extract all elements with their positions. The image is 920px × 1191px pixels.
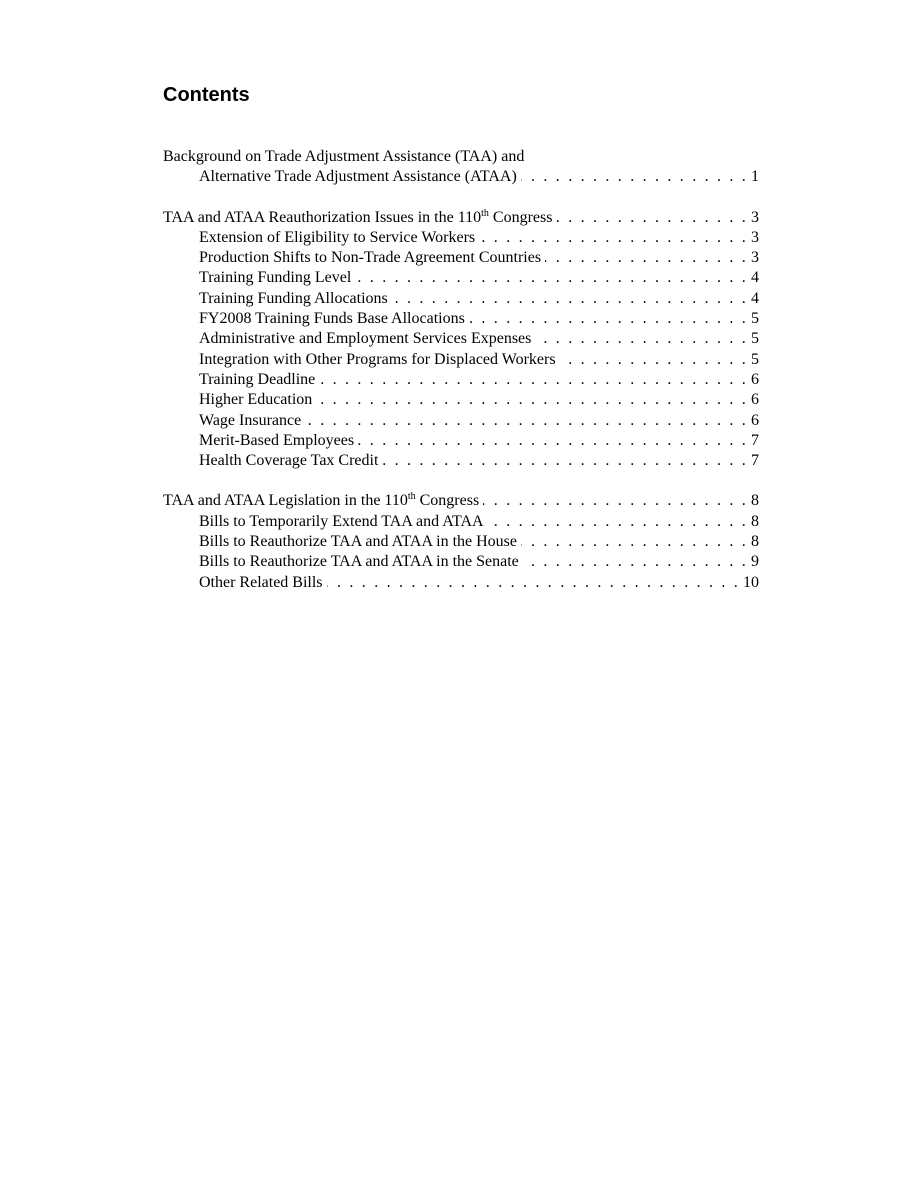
toc-page-number: 5 [751, 310, 759, 328]
toc-entry[interactable] [163, 248, 759, 268]
toc-page-number: 8 [751, 492, 759, 510]
toc-page-number: 10 [743, 573, 759, 591]
toc-page-number: 4 [751, 289, 759, 307]
toc-page-number: 6 [751, 411, 759, 429]
toc-page-number: 6 [751, 391, 759, 409]
toc-entry-label: Bills to Reauthorize TAA and ATAA in the House [199, 533, 517, 551]
dot-leader [560, 350, 748, 370]
toc-entry-label: Wage Insurance [199, 411, 302, 429]
toc-entry-label: Merit-Based Employees [199, 431, 355, 449]
table-of-contents [163, 147, 759, 613]
toc-entry-label: Training Deadline [199, 370, 316, 388]
toc-entry[interactable] [163, 390, 759, 410]
dot-leader [521, 532, 748, 552]
toc-page-number: 7 [751, 452, 759, 470]
dot-leader [392, 289, 748, 309]
toc-entry-label: Bills to Temporarily Extend TAA and ATAA [199, 512, 484, 530]
dot-leader [523, 552, 748, 572]
dot-leader [488, 512, 748, 532]
toc-page-number: 7 [751, 431, 759, 449]
toc-page-number: 3 [751, 208, 759, 226]
toc-entry[interactable] [163, 512, 759, 532]
toc-entry-label: Higher Education [199, 391, 313, 409]
dot-leader [483, 491, 748, 511]
dot-leader [521, 167, 748, 187]
toc-entry-label: Training Funding Allocations [199, 289, 388, 307]
toc-entry-label: Other Related Bills [199, 573, 323, 591]
toc-entry-label: Extension of Eligibility to Service Workers [199, 228, 476, 246]
dot-leader [355, 268, 748, 288]
toc-page-number: 5 [751, 350, 759, 368]
superscript: th [407, 491, 416, 503]
toc-heading-text: TAA and ATAA Legislation in the 110th Congress [163, 491, 480, 510]
toc-entry[interactable] [163, 552, 759, 572]
toc-entry-label: Administrative and Employment Services Expenses [199, 330, 532, 348]
toc-heading-line[interactable] [163, 147, 759, 167]
toc-page-number: 6 [751, 370, 759, 388]
toc-heading-line[interactable] [163, 208, 759, 228]
dot-leader [556, 208, 748, 228]
toc-entry-label: Training Funding Level [199, 269, 352, 287]
toc-page-number: 3 [751, 228, 759, 246]
toc-section-legislation [163, 491, 759, 592]
toc-page-number: 1 [751, 168, 759, 186]
toc-entry[interactable] [163, 309, 759, 329]
toc-page-number: 4 [751, 269, 759, 287]
dot-leader [327, 573, 740, 593]
toc-heading-text: Background on Trade Adjustment Assistance (TAA) and [163, 148, 525, 165]
toc-heading-text: TAA and ATAA Reauthorization Issues in the 110th Congress [163, 207, 553, 226]
toc-heading-continuation[interactable] [163, 167, 759, 187]
dot-leader [535, 329, 748, 349]
toc-entry[interactable] [163, 268, 759, 288]
toc-entry-label: Bills to Reauthorize TAA and ATAA in the Senate [199, 553, 519, 571]
toc-page-number: 8 [751, 533, 759, 551]
toc-page-number: 3 [751, 249, 759, 267]
toc-entry[interactable] [163, 431, 759, 451]
toc-entry[interactable] [163, 350, 759, 370]
dot-leader [545, 248, 748, 268]
toc-entry[interactable] [163, 228, 759, 248]
toc-entry[interactable] [163, 451, 759, 471]
toc-entry-label: Health Coverage Tax Credit [199, 452, 379, 470]
page-title: Contents [163, 84, 250, 106]
dot-leader [479, 228, 748, 248]
toc-entry[interactable] [163, 573, 759, 593]
dot-leader [305, 411, 748, 431]
toc-entry[interactable] [163, 411, 759, 431]
dot-leader [319, 370, 748, 390]
toc-entry[interactable] [163, 370, 759, 390]
dot-leader [382, 451, 748, 471]
superscript: th [481, 207, 489, 219]
toc-page-number: 9 [751, 553, 759, 571]
toc-entry[interactable] [163, 329, 759, 349]
toc-section-reauthorization-issues [163, 208, 759, 472]
toc-section-background [163, 147, 759, 188]
toc-entry-label: Production Shifts to Non-Trade Agreement Countries [199, 249, 542, 267]
dot-leader [316, 390, 748, 410]
toc-heading-line[interactable] [163, 491, 759, 511]
dot-leader [469, 309, 748, 329]
toc-page-number: 5 [751, 330, 759, 348]
toc-entry[interactable] [163, 289, 759, 309]
toc-heading-text: Alternative Trade Adjustment Assistance (ATAA) [199, 168, 517, 186]
toc-entry-label: Integration with Other Programs for Displaced Workers [199, 350, 556, 368]
toc-page-number: 8 [751, 512, 759, 530]
toc-entry-label: FY2008 Training Funds Base Allocations [199, 310, 465, 328]
toc-entry[interactable] [163, 532, 759, 552]
dot-leader [358, 431, 748, 451]
